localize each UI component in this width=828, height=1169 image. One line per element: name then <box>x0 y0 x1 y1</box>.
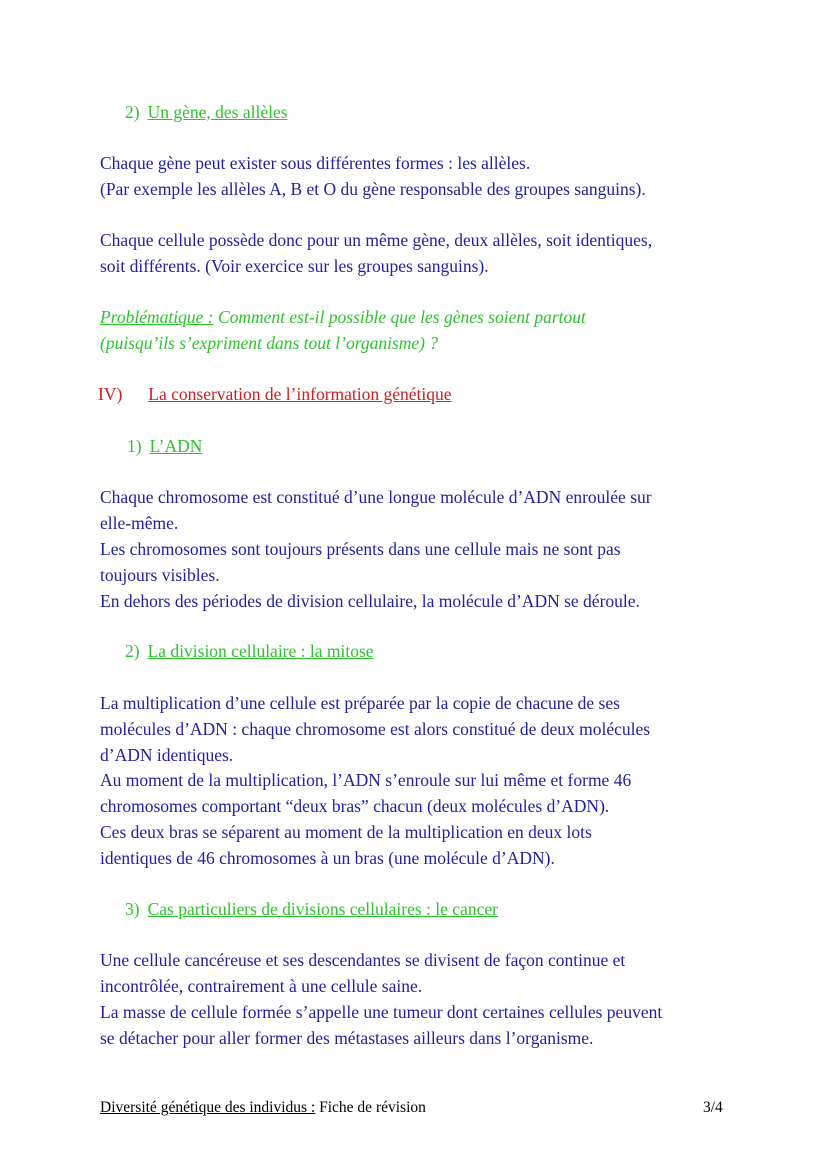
paragraph-line: Ces deux bras se séparent au moment de la multiplication en deux lots <box>100 822 592 842</box>
footer-title <box>100 1098 426 1118</box>
paragraph-line: identiques de 46 chromosomes à un bras (une molécule d’ADN). <box>100 848 555 868</box>
section-number: 2) <box>125 102 140 122</box>
paragraph-line: (Par exemple les allèles A, B et O du gène responsable des groupes sanguins). <box>100 179 646 199</box>
part-heading-conservation <box>98 383 452 405</box>
paragraph-line: En dehors des périodes de division cellulaire, la molécule d’ADN se déroule. <box>100 591 640 611</box>
footer-document-title: Diversité génétique des individus : <box>100 1099 316 1116</box>
paragraph-line: Chaque gène peut exister sous différentes formes : les allèles. <box>100 153 531 173</box>
paragraph-line: Chaque chromosome est constitué d’une longue molécule d’ADN enroulée sur <box>100 487 652 507</box>
paragraph-line: chromosomes comportant “deux bras” chacun (deux molécules d’ADN). <box>100 796 610 816</box>
paragraph-line: molécules d’ADN : chaque chromosome est alors constitué de deux molécules <box>100 719 651 739</box>
part-title: La conservation de l’information génétique <box>148 384 452 404</box>
paragraph-line: toujours visibles. <box>100 565 220 585</box>
section-title: L’ADN <box>149 436 203 456</box>
problematique-line-1 <box>100 306 586 328</box>
section-number: 1) <box>127 436 142 456</box>
section-heading-cancer <box>125 898 498 920</box>
section-number: 2) <box>125 641 140 661</box>
section-heading-mitose <box>125 640 374 662</box>
paragraph-line: Une cellule cancéreuse et ses descendantes se divisent de façon continue et <box>100 950 626 970</box>
problematique-text: Comment est-il possible que les gènes soient partout <box>213 307 586 327</box>
paragraph-line: soit différents. (Voir exercice sur les groupes sanguins). <box>100 256 489 276</box>
paragraph-line: Au moment de la multiplication, l’ADN s’enroule sur lui même et forme 46 <box>100 770 632 790</box>
footer-subtitle: Fiche de révision <box>315 1099 426 1116</box>
section-title: Un gène, des allèles <box>147 102 288 122</box>
problematique-line-2: (puisqu’ils s’expriment dans tout l’organisme) ? <box>100 333 439 353</box>
paragraph-line: elle-même. <box>100 513 179 533</box>
paragraph-line: Les chromosomes sont toujours présents dans une cellule mais ne sont pas <box>100 539 621 559</box>
section-number: 3) <box>125 899 140 919</box>
paragraph-line: La multiplication d’une cellule est préparée par la copie de chacune de ses <box>100 693 620 713</box>
paragraph-line: d’ADN identiques. <box>100 745 234 765</box>
page-number: 3/4 <box>703 1099 723 1116</box>
paragraph-line: Chaque cellule possède donc pour un même gène, deux allèles, soit identiques, <box>100 230 653 250</box>
paragraph-line: incontrôlée, contrairement à une cellule saine. <box>100 976 423 996</box>
section-heading-alleles <box>125 101 288 123</box>
part-number: IV) <box>98 384 123 404</box>
section-title: Cas particuliers de divisions cellulaires : le cancer <box>147 899 498 919</box>
paragraph-line: se détacher pour aller former des métastases ailleurs dans l’organisme. <box>100 1028 594 1048</box>
paragraph-line: La masse de cellule formée s’appelle une tumeur dont certaines cellules peuvent <box>100 1002 663 1022</box>
section-title: La division cellulaire : la mitose <box>147 641 374 661</box>
section-heading-adn <box>127 435 202 457</box>
problematique-label: Problématique : <box>100 307 214 327</box>
